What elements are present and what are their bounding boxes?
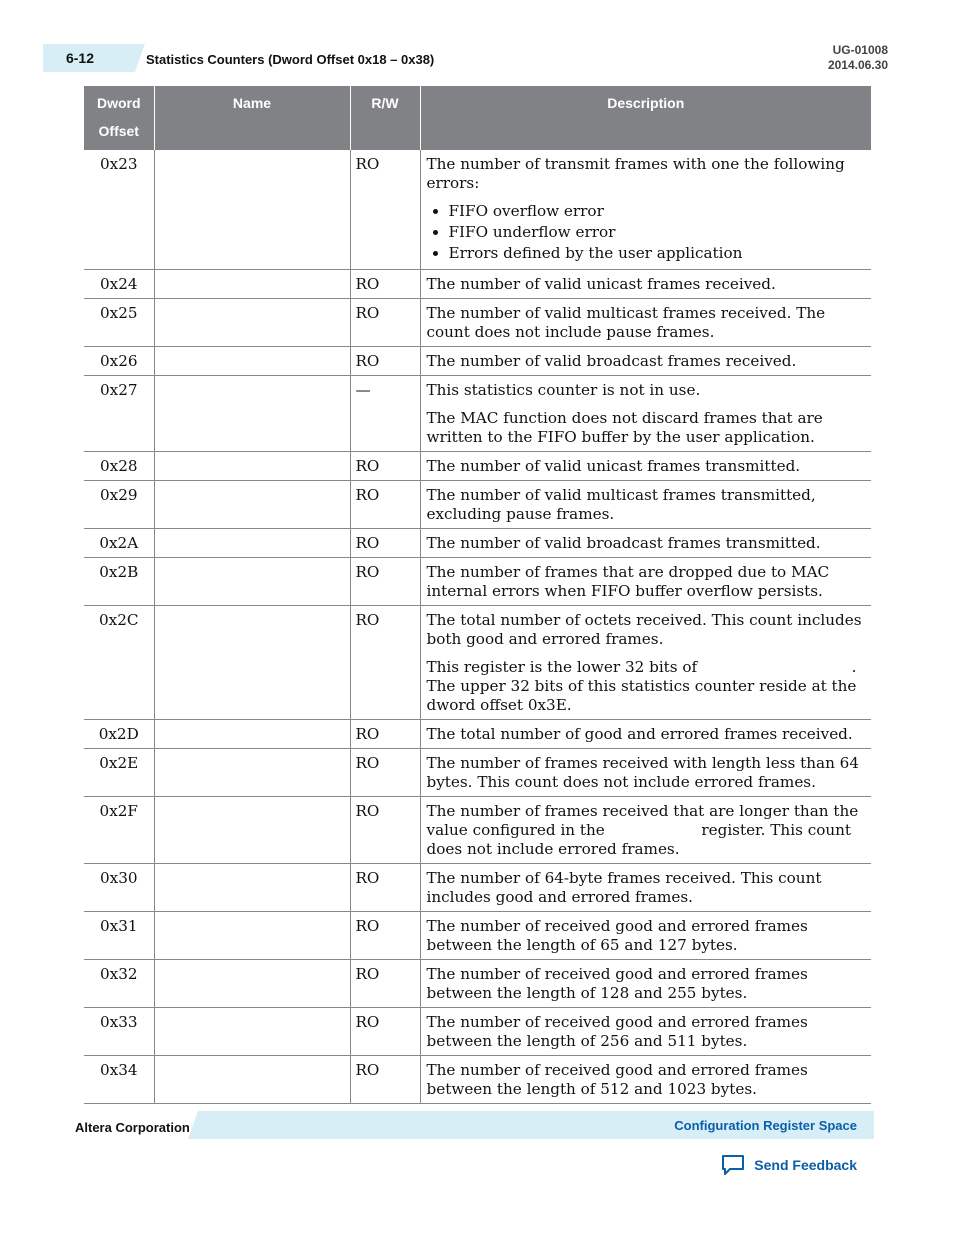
page-number: 6-12 [65, 50, 95, 66]
cell-description [420, 347, 871, 376]
table-row [84, 347, 871, 376]
cell-offset: 0x24 [84, 270, 154, 299]
cell-name [154, 1008, 350, 1056]
cell-name [154, 1056, 350, 1104]
table-row [84, 606, 871, 720]
cell-rw: RO [350, 347, 420, 376]
table-header-row [84, 86, 871, 150]
table-row [84, 1008, 871, 1056]
cell-rw: RO [350, 749, 420, 797]
col-header-offset: Dword Offset [84, 86, 154, 150]
cell-name [154, 270, 350, 299]
cell-rw: RO [350, 912, 420, 960]
cell-name [154, 606, 350, 720]
cell-offset: 0x23 [84, 150, 154, 270]
table-body [84, 150, 871, 1104]
cell-description [420, 481, 871, 529]
cell-offset: 0x2D [84, 720, 154, 749]
cell-description [420, 864, 871, 912]
cell-description [420, 270, 871, 299]
table-row [84, 749, 871, 797]
cell-offset: 0x26 [84, 347, 154, 376]
cell-offset: 0x2A [84, 529, 154, 558]
cell-name [154, 558, 350, 606]
cell-offset: 0x29 [84, 481, 154, 529]
description-bullet-list [427, 202, 866, 263]
cell-name [154, 864, 350, 912]
cell-description [420, 376, 871, 452]
col-header-rw: R/W [350, 86, 420, 150]
description-paragraph: The number of valid unicast frames received. [426, 275, 776, 293]
cell-rw: RO [350, 1008, 420, 1056]
table-row [84, 558, 871, 606]
table-row [84, 150, 871, 270]
cell-offset: 0x28 [84, 452, 154, 481]
description-paragraph: The number of 64-byte frames received. This count includes good and errored frames. [426, 869, 827, 906]
cell-offset: 0x27 [84, 376, 154, 452]
cell-offset: 0x30 [84, 864, 154, 912]
section-link[interactable]: Configuration Register Space [674, 1118, 857, 1133]
table-row [84, 912, 871, 960]
cell-rw: RO [350, 797, 420, 864]
bullet-item: • Errors defined by the user application [449, 244, 866, 263]
description-paragraph: The number of received good and errored frames between the length of 65 and 127 bytes. [426, 917, 813, 954]
description-paragraph: The number of valid unicast frames transmitted. [426, 457, 801, 475]
cell-description [420, 452, 871, 481]
doc-id: UG-01008 [832, 43, 888, 57]
table-row [84, 529, 871, 558]
page-number-tab [43, 44, 135, 72]
description-paragraph: The MAC function does not discard frames that are written to the FIFO buffer by the user application. [426, 409, 828, 446]
cell-offset: 0x31 [84, 912, 154, 960]
cell-rw: RO [350, 720, 420, 749]
bullet-item: • FIFO overflow error [449, 202, 866, 221]
description-paragraph: The total number of octets received. This count includes both good and errored frames. [426, 611, 867, 648]
description-paragraph: The number of frames received that are longer than the value configured in the register. This count does not include errored frames. [426, 802, 864, 858]
speech-bubble-icon [721, 1154, 745, 1176]
cell-rw: RO [350, 960, 420, 1008]
cell-offset: 0x32 [84, 960, 154, 1008]
description-paragraph: This register is the lower 32 bits of . The upper 32 bits of this statistics counter reside at the dword offset 0x3E. [426, 658, 862, 714]
cell-description [420, 1008, 871, 1056]
cell-rw: RO [350, 558, 420, 606]
description-paragraph: The total number of good and errored frames received. [426, 725, 853, 743]
cell-name [154, 912, 350, 960]
cell-name [154, 452, 350, 481]
col-header-name: Name [154, 86, 350, 150]
cell-description [420, 720, 871, 749]
description-paragraph: The number of frames that are dropped due to MAC internal errors when FIFO buffer overflow persists. [426, 563, 834, 600]
cell-offset: 0x33 [84, 1008, 154, 1056]
cell-description [420, 150, 871, 270]
cell-offset: 0x34 [84, 1056, 154, 1104]
cell-offset: 0x2F [84, 797, 154, 864]
cell-name [154, 347, 350, 376]
cell-description [420, 912, 871, 960]
table-row [84, 720, 871, 749]
doc-info [828, 43, 888, 73]
table-row [84, 960, 871, 1008]
table-row [84, 481, 871, 529]
cell-name [154, 150, 350, 270]
table-row [84, 452, 871, 481]
table-row [84, 1056, 871, 1104]
cell-name [154, 529, 350, 558]
cell-name [154, 797, 350, 864]
description-paragraph: The number of received good and errored frames between the length of 256 and 511 bytes. [426, 1013, 813, 1050]
table-row [84, 797, 871, 864]
cell-rw: — [350, 376, 420, 452]
description-paragraph: The number of valid multicast frames received. The count does not include pause frames. [426, 304, 830, 341]
table-row [84, 270, 871, 299]
cell-description [420, 299, 871, 347]
cell-rw: RO [350, 529, 420, 558]
description-paragraph: The number of received good and errored frames between the length of 512 and 1023 bytes. [426, 1061, 813, 1098]
cell-name [154, 960, 350, 1008]
cell-rw: RO [350, 1056, 420, 1104]
send-feedback-label: Send Feedback [754, 1157, 857, 1173]
col-header-description: Description [420, 86, 871, 150]
description-paragraph: The number of valid broadcast frames received. [426, 352, 797, 370]
description-paragraph: The number of received good and errored frames between the length of 128 and 255 bytes. [426, 965, 813, 1002]
cell-rw: RO [350, 606, 420, 720]
description-paragraph: The number of valid multicast frames transmitted, excluding pause frames. [426, 486, 821, 523]
cell-description [420, 960, 871, 1008]
cell-description [420, 797, 871, 864]
cell-description [420, 606, 871, 720]
company-name: Altera Corporation [75, 1120, 190, 1135]
doc-date: 2014.06.30 [827, 58, 888, 72]
cell-description [420, 1056, 871, 1104]
cell-description [420, 529, 871, 558]
description-paragraph: The number of frames received with length less than 64 bytes. This count does not include errored frames. [426, 754, 864, 791]
cell-offset: 0x2C [84, 606, 154, 720]
statistics-counters-table [84, 86, 871, 1104]
cell-offset: 0x2E [84, 749, 154, 797]
table-row [84, 864, 871, 912]
cell-rw: RO [350, 150, 420, 270]
send-feedback-link[interactable] [721, 1154, 857, 1176]
table-row [84, 299, 871, 347]
cell-description [420, 749, 871, 797]
cell-offset: 0x25 [84, 299, 154, 347]
cell-offset: 0x2B [84, 558, 154, 606]
cell-rw: RO [350, 864, 420, 912]
cell-description [420, 558, 871, 606]
cell-name [154, 299, 350, 347]
description-paragraph: This statistics counter is not in use. [426, 381, 701, 399]
cell-name [154, 376, 350, 452]
cell-name [154, 749, 350, 797]
cell-rw: RO [350, 481, 420, 529]
cell-name [154, 481, 350, 529]
description-paragraph: The number of transmit frames with one the following errors: [426, 155, 850, 192]
section-title: Statistics Counters (Dword Offset 0x18 – 0x38) [146, 52, 435, 67]
cell-rw: RO [350, 270, 420, 299]
cell-rw: RO [350, 299, 420, 347]
bullet-item: • FIFO underflow error [449, 223, 866, 242]
cell-name [154, 720, 350, 749]
description-paragraph: The number of valid broadcast frames transmitted. [426, 534, 821, 552]
table-row [84, 376, 871, 452]
cell-rw: RO [350, 452, 420, 481]
